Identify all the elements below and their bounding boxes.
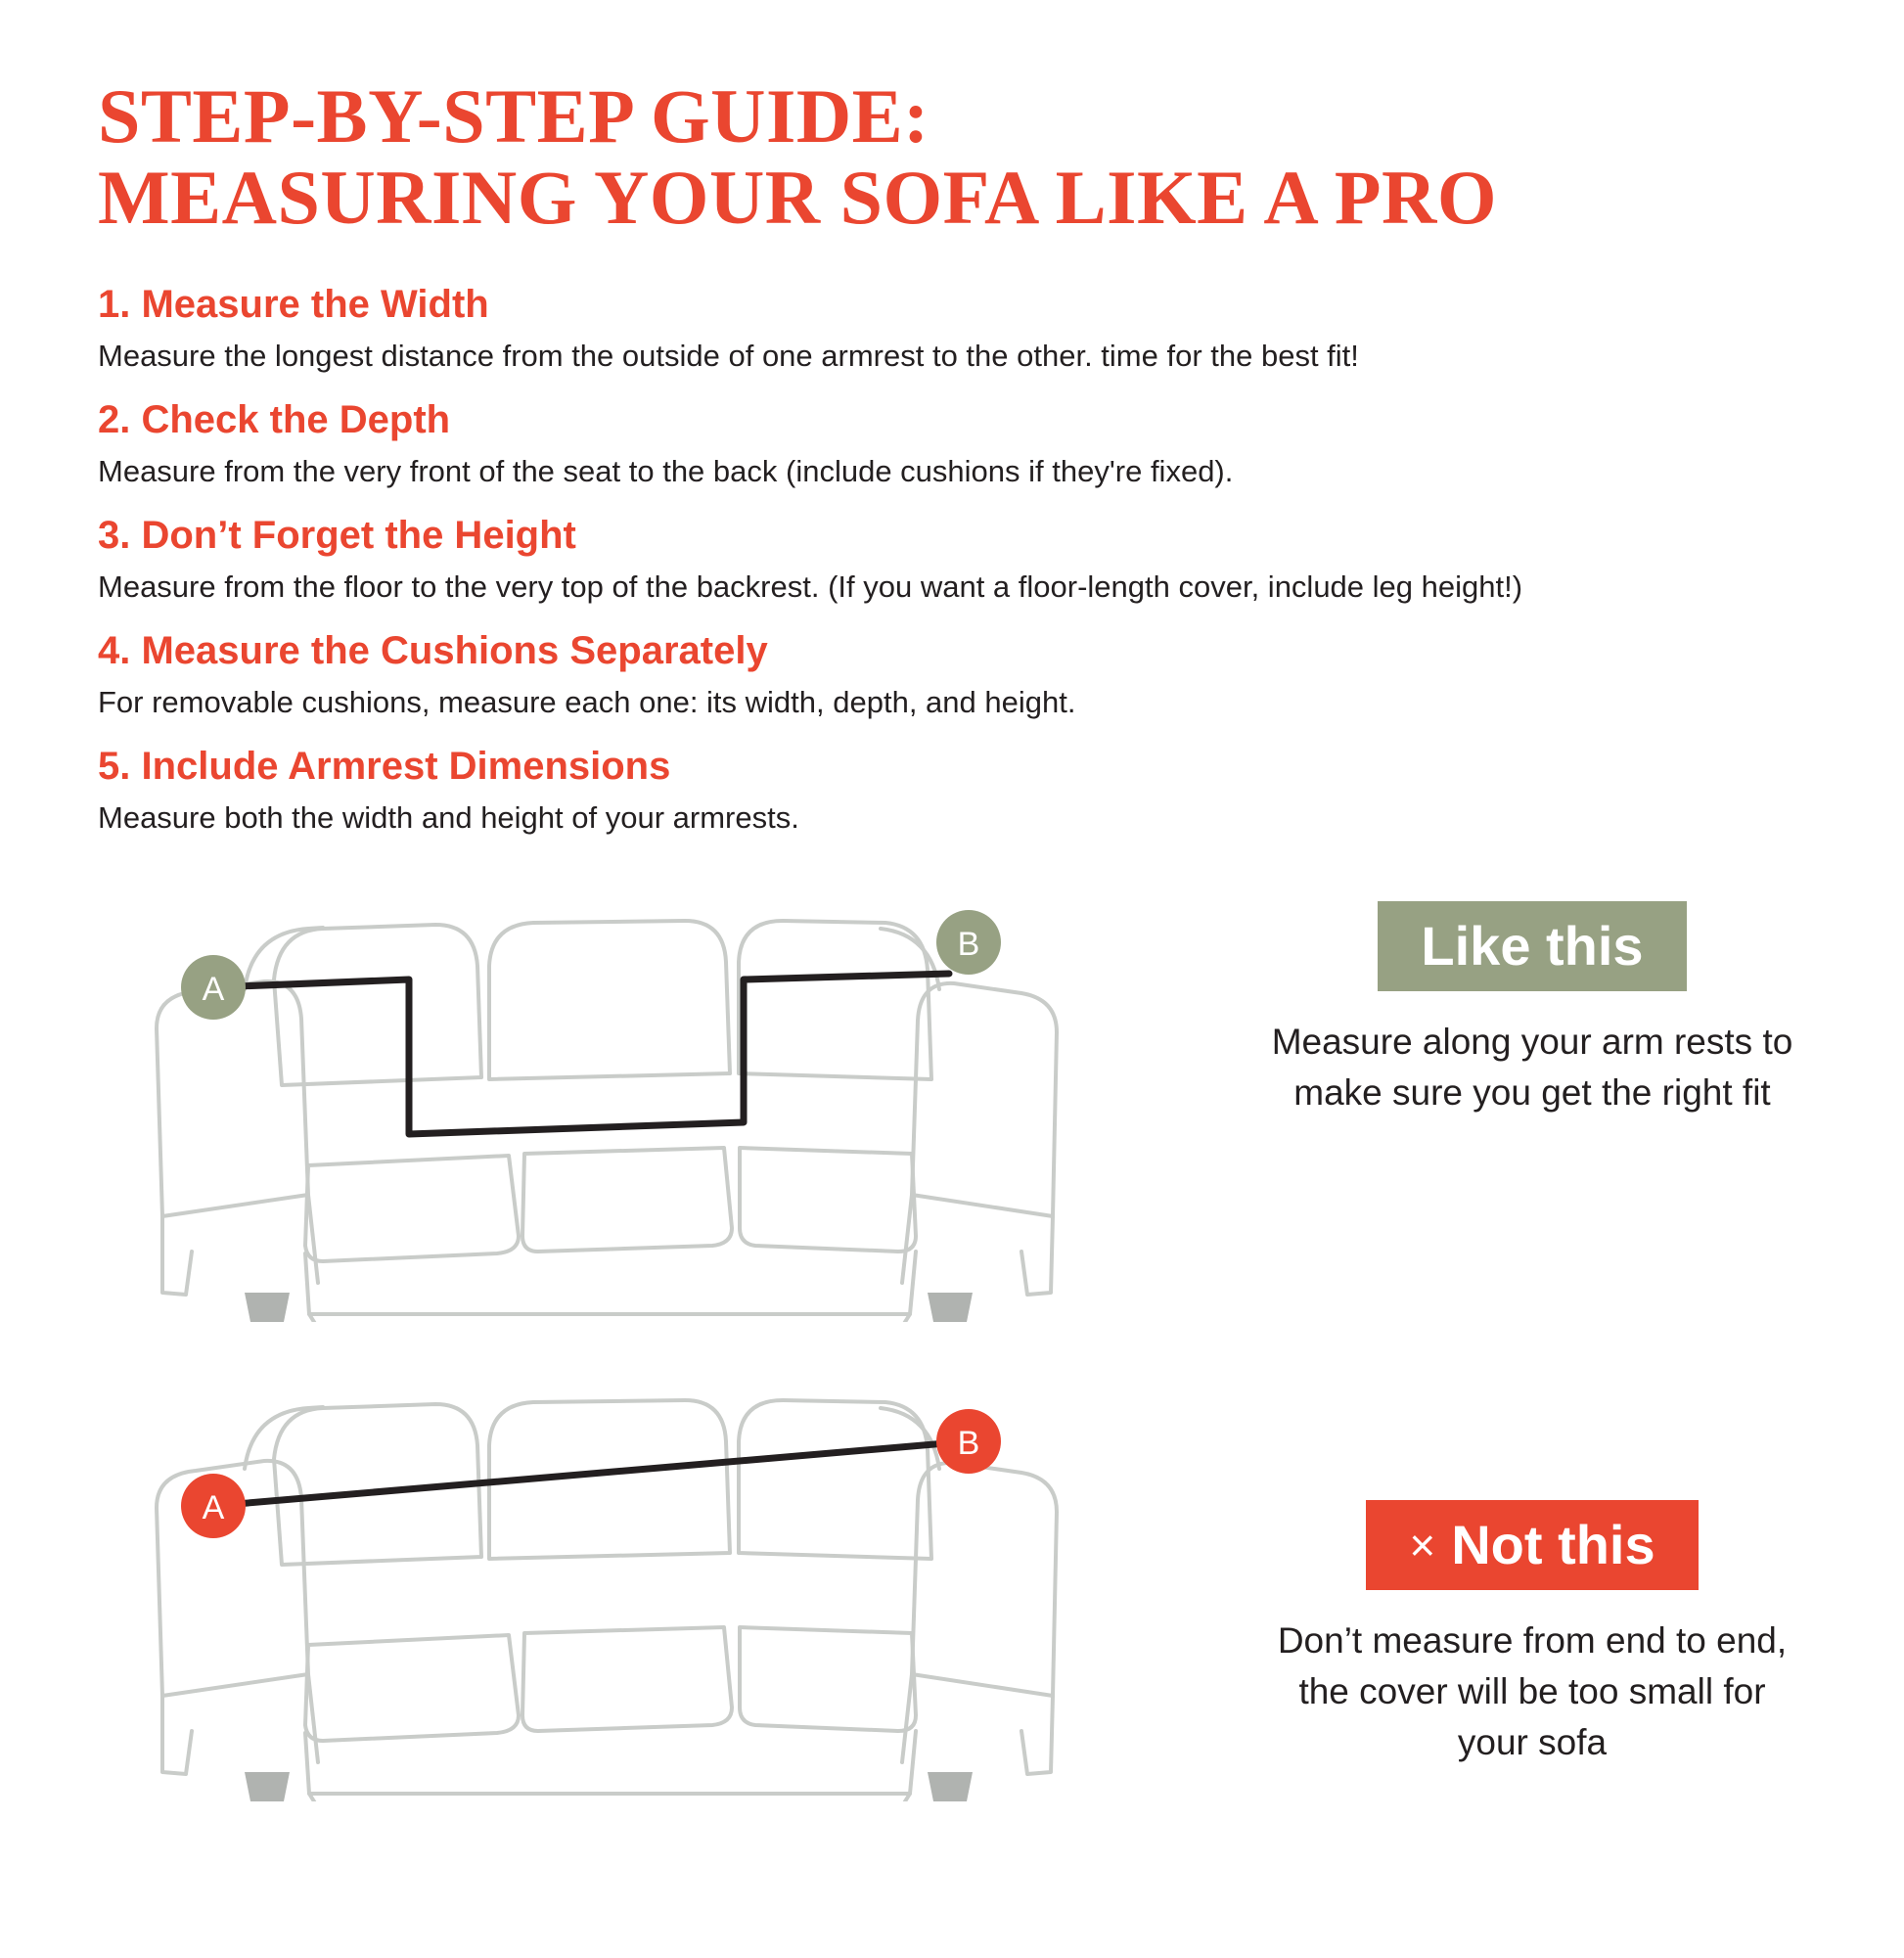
step-5-body: Measure both the width and height of your armrests. [98,799,799,835]
page-title [0,0,1904,238]
correct-measurement-diagram [98,872,1135,1327]
like-this-banner [1378,901,1686,991]
measurement-path-incorrect [213,1441,969,1506]
sofa-illustration-incorrect [98,1351,1135,1801]
svg-text:B: B [957,1424,980,1462]
illustration-area [0,862,1904,1958]
step-4-heading: 4. Measure the Cushions Separately [98,628,768,672]
step-item-1 [98,275,1806,377]
step-item-2 [98,390,1806,492]
like-this-label: Like this [1421,914,1644,977]
title-line-2: MEASURING YOUR SOFA LIKE A PRO [98,154,1498,240]
svg-text:B: B [957,925,980,963]
measurement-path-correct [213,974,949,1134]
marker-point-a [181,1474,246,1538]
not-this-text: Don’t measure from end to end, the cover will be too small for your sofa [1277,1619,1788,1762]
callout-not-this [1229,1500,1836,1768]
step-2-heading: 2. Check the Depth [98,398,451,442]
step-2-body: Measure from the very front of the seat to the back (include cushions if they're fixed). [98,454,1234,489]
step-1-heading: 1. Measure the Width [98,283,489,327]
callouts-column [1229,882,1836,1768]
step-5-heading: 5. Include Armrest Dimensions [98,744,671,788]
step-3-heading: 3. Don’t Forget the Height [98,514,576,558]
step-1-body: Measure the longest distance from the outside of one armrest to the other. time for the best fit! [98,339,1359,374]
sofa-illustration-correct [98,872,1135,1322]
steps-list [0,238,1904,838]
incorrect-measurement-diagram [98,1351,1135,1806]
svg-text:A: A [202,1488,225,1526]
callout-like-this [1229,901,1836,1118]
marker-point-a [181,955,246,1020]
step-3-body: Measure from the floor to the very top of the backrest. (If you want a floor-length cover, include leg height!) [98,569,1523,605]
step-item-5 [98,737,1806,839]
not-this-label: Not this [1451,1513,1655,1575]
svg-text:A: A [202,970,225,1008]
not-this-banner [1366,1500,1698,1590]
step-item-4 [98,621,1806,723]
title-line-1: STEP-BY-STEP GUIDE: [98,73,929,159]
close-icon: × [1409,1519,1436,1571]
like-this-text: Measure along your arm rests to make sure you get the right fit [1271,1021,1793,1113]
marker-point-b [936,1409,1001,1474]
marker-point-b [936,910,1001,975]
step-4-body: For removable cushions, measure each one: its width, depth, and height. [98,684,1076,719]
step-item-3 [98,506,1806,608]
